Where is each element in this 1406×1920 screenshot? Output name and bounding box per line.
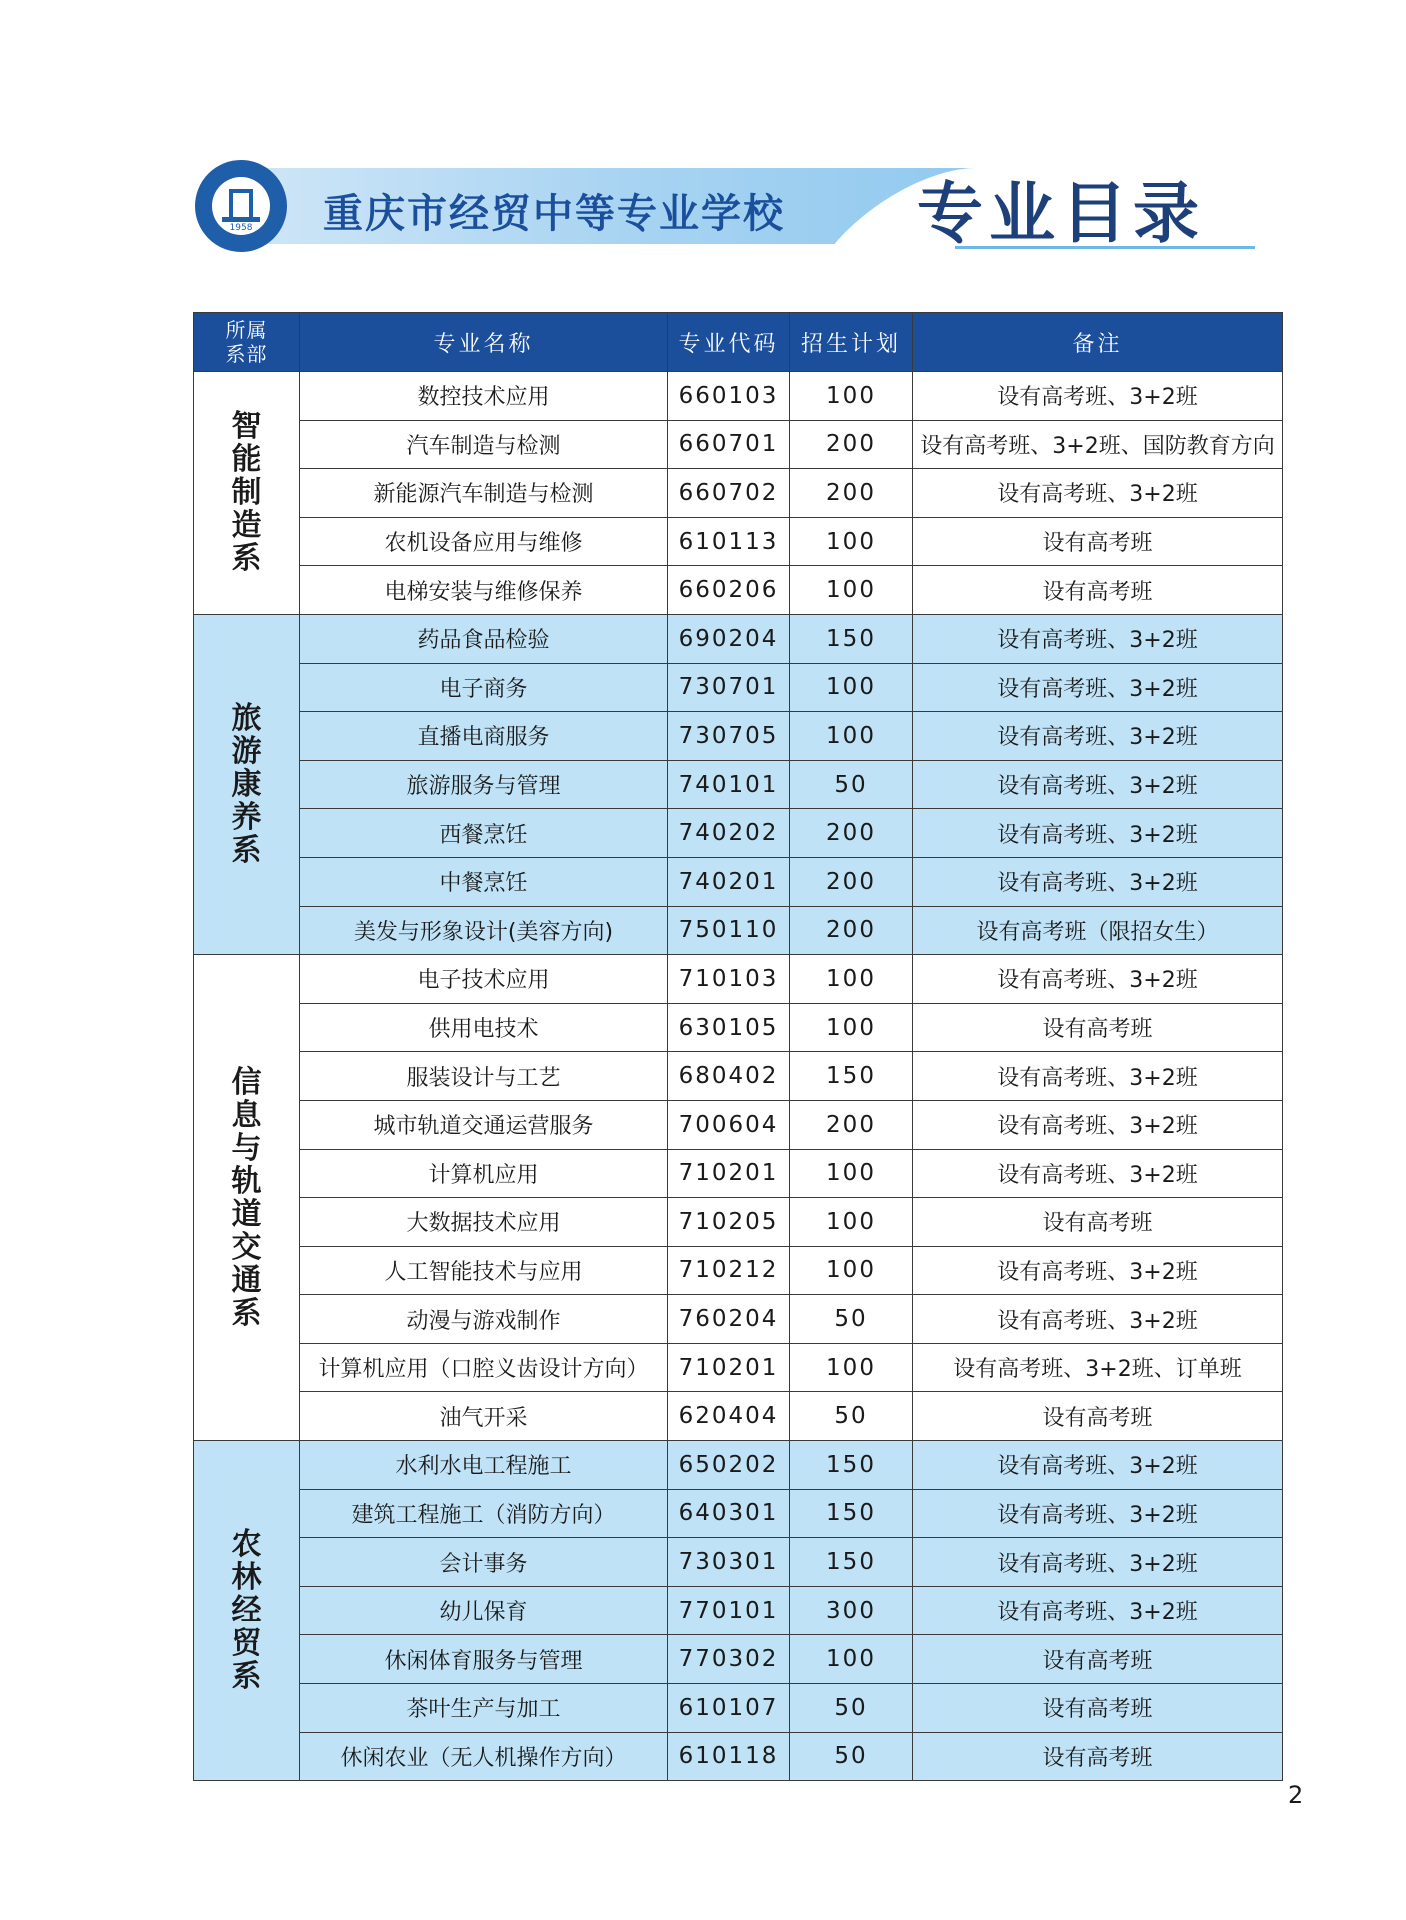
header-name: 专业名称	[300, 313, 668, 372]
program-name-cell: 新能源汽车制造与检测	[300, 469, 668, 518]
logo-year: 1958	[229, 223, 253, 233]
program-name-cell: 会计事务	[300, 1538, 668, 1587]
program-name-cell: 动漫与游戏制作	[300, 1295, 668, 1344]
program-name-cell: 城市轨道交通运营服务	[300, 1100, 668, 1149]
note-cell: 设有高考班、3+2班	[913, 1586, 1283, 1635]
enrollment-plan-cell: 100	[790, 1003, 913, 1052]
program-code-cell: 690204	[668, 614, 790, 663]
table-row	[194, 760, 1283, 809]
program-name-cell: 服装设计与工艺	[300, 1052, 668, 1101]
program-code-cell: 700604	[668, 1100, 790, 1149]
department-cell	[194, 614, 300, 954]
program-name-cell: 数控技术应用	[300, 372, 668, 421]
note-cell: 设有高考班	[913, 1635, 1283, 1684]
program-name-cell: 休闲农业（无人机操作方向）	[300, 1732, 668, 1781]
program-code-cell: 650202	[668, 1441, 790, 1490]
enrollment-plan-cell: 150	[790, 1052, 913, 1101]
program-code-cell: 660206	[668, 566, 790, 615]
table-row	[194, 1392, 1283, 1441]
program-name-cell: 建筑工程施工（消防方向）	[300, 1489, 668, 1538]
note-cell: 设有高考班、3+2班	[913, 857, 1283, 906]
table-body	[194, 372, 1283, 1781]
table-row	[194, 1489, 1283, 1538]
table-header-row	[194, 313, 1283, 372]
note-cell: 设有高考班、3+2班	[913, 372, 1283, 421]
table-row	[194, 469, 1283, 518]
program-name-cell: 茶叶生产与加工	[300, 1684, 668, 1733]
program-name-cell: 中餐烹饪	[300, 857, 668, 906]
note-cell: 设有高考班	[913, 566, 1283, 615]
table-row	[194, 1441, 1283, 1490]
department-cell	[194, 955, 300, 1441]
note-cell: 设有高考班、3+2班	[913, 1149, 1283, 1198]
program-name-cell: 旅游服务与管理	[300, 760, 668, 809]
program-name-cell: 美发与形象设计(美容方向)	[300, 906, 668, 955]
program-code-cell: 730301	[668, 1538, 790, 1587]
note-cell: 设有高考班、3+2班	[913, 760, 1283, 809]
enrollment-plan-cell: 150	[790, 1441, 913, 1490]
program-name-cell: 电子商务	[300, 663, 668, 712]
note-cell: 设有高考班、3+2班	[913, 1489, 1283, 1538]
enrollment-plan-cell: 200	[790, 809, 913, 858]
program-code-cell: 660103	[668, 372, 790, 421]
table-row	[194, 1343, 1283, 1392]
program-code-cell: 740202	[668, 809, 790, 858]
table-row	[194, 1100, 1283, 1149]
note-cell: 设有高考班（限招女生）	[913, 906, 1283, 955]
program-name-cell: 药品食品检验	[300, 614, 668, 663]
enrollment-plan-cell: 100	[790, 955, 913, 1004]
program-code-cell: 710201	[668, 1149, 790, 1198]
program-name-cell: 休闲体育服务与管理	[300, 1635, 668, 1684]
program-name-cell: 幼儿保育	[300, 1586, 668, 1635]
department-name: 旅游康养系	[231, 701, 262, 869]
program-code-cell: 640301	[668, 1489, 790, 1538]
header-dept-label: 所属 系部	[225, 318, 268, 366]
note-cell: 设有高考班、3+2班、订单班	[913, 1343, 1283, 1392]
table-row	[194, 712, 1283, 761]
program-code-cell: 770302	[668, 1635, 790, 1684]
program-name-cell: 人工智能技术与应用	[300, 1246, 668, 1295]
enrollment-plan-cell: 200	[790, 906, 913, 955]
program-code-cell: 730701	[668, 663, 790, 712]
page-title: 专业目录	[917, 175, 1205, 252]
enrollment-plan-cell: 100	[790, 1149, 913, 1198]
note-cell: 设有高考班、3+2班	[913, 809, 1283, 858]
department-cell	[194, 372, 300, 615]
department-cell	[194, 1441, 300, 1781]
table-row	[194, 566, 1283, 615]
program-code-cell: 630105	[668, 1003, 790, 1052]
table-row	[194, 809, 1283, 858]
enrollment-plan-cell: 100	[790, 1343, 913, 1392]
table-row	[194, 1586, 1283, 1635]
note-cell: 设有高考班	[913, 1198, 1283, 1247]
note-cell: 设有高考班	[913, 1003, 1283, 1052]
department-name: 农林经贸系	[231, 1527, 262, 1695]
program-code-cell: 680402	[668, 1052, 790, 1101]
enrollment-plan-cell: 100	[790, 1246, 913, 1295]
table-row	[194, 372, 1283, 421]
program-code-cell: 710201	[668, 1343, 790, 1392]
note-cell: 设有高考班、3+2班	[913, 1295, 1283, 1344]
table-row	[194, 1538, 1283, 1587]
table-row	[194, 1635, 1283, 1684]
school-name: 重庆市经贸中等专业学校	[323, 190, 785, 237]
note-cell: 设有高考班、3+2班	[913, 1538, 1283, 1587]
program-code-cell: 610107	[668, 1684, 790, 1733]
page-number: 2	[1288, 1781, 1304, 1809]
program-name-cell: 大数据技术应用	[300, 1198, 668, 1247]
program-code-cell: 730705	[668, 712, 790, 761]
program-name-cell: 汽车制造与检测	[300, 420, 668, 469]
program-name-cell: 计算机应用（口腔义齿设计方向）	[300, 1343, 668, 1392]
note-cell: 设有高考班、3+2班	[913, 1052, 1283, 1101]
program-code-cell: 760204	[668, 1295, 790, 1344]
enrollment-plan-cell: 200	[790, 857, 913, 906]
note-cell: 设有高考班	[913, 1684, 1283, 1733]
enrollment-plan-cell: 300	[790, 1586, 913, 1635]
enrollment-plan-cell: 200	[790, 469, 913, 518]
program-code-cell: 750110	[668, 906, 790, 955]
note-cell: 设有高考班	[913, 1392, 1283, 1441]
program-name-cell: 水利水电工程施工	[300, 1441, 668, 1490]
program-name-cell: 电子技术应用	[300, 955, 668, 1004]
header-plan: 招生计划	[790, 313, 913, 372]
program-code-cell: 740201	[668, 857, 790, 906]
enrollment-plan-cell: 50	[790, 1684, 913, 1733]
enrollment-plan-cell: 100	[790, 566, 913, 615]
table-row	[194, 517, 1283, 566]
enrollment-plan-cell: 100	[790, 663, 913, 712]
table-row	[194, 955, 1283, 1004]
enrollment-plan-cell: 150	[790, 1538, 913, 1587]
program-name-cell: 供用电技术	[300, 1003, 668, 1052]
note-cell: 设有高考班	[913, 1732, 1283, 1781]
enrollment-plan-cell: 150	[790, 614, 913, 663]
program-code-cell: 710205	[668, 1198, 790, 1247]
program-code-cell: 660701	[668, 420, 790, 469]
table-row	[194, 1149, 1283, 1198]
table-row	[194, 1732, 1283, 1781]
header-code: 专业代码	[668, 313, 790, 372]
enrollment-plan-cell: 50	[790, 760, 913, 809]
note-cell: 设有高考班、3+2班、国防教育方向	[913, 420, 1283, 469]
program-name-cell: 农机设备应用与维修	[300, 517, 668, 566]
program-code-cell: 610113	[668, 517, 790, 566]
table-row	[194, 1295, 1283, 1344]
department-name: 信息与轨道交通系	[231, 1064, 262, 1331]
enrollment-plan-cell: 200	[790, 420, 913, 469]
enrollment-plan-cell: 50	[790, 1732, 913, 1781]
page-header	[195, 160, 1255, 260]
enrollment-plan-cell: 100	[790, 1635, 913, 1684]
note-cell: 设有高考班、3+2班	[913, 469, 1283, 518]
note-cell: 设有高考班、3+2班	[913, 1246, 1283, 1295]
enrollment-plan-cell: 100	[790, 1198, 913, 1247]
enrollment-plan-cell: 100	[790, 372, 913, 421]
table-row	[194, 857, 1283, 906]
enrollment-plan-cell: 100	[790, 712, 913, 761]
table-row	[194, 1246, 1283, 1295]
note-cell: 设有高考班、3+2班	[913, 1441, 1283, 1490]
program-name-cell: 西餐烹饪	[300, 809, 668, 858]
table-row	[194, 614, 1283, 663]
enrollment-plan-cell: 50	[790, 1295, 913, 1344]
table-row	[194, 1003, 1283, 1052]
program-code-cell: 740101	[668, 760, 790, 809]
program-name-cell: 电梯安装与维修保养	[300, 566, 668, 615]
table-row	[194, 1198, 1283, 1247]
table-row	[194, 1052, 1283, 1101]
table-row	[194, 906, 1283, 955]
note-cell: 设有高考班、3+2班	[913, 614, 1283, 663]
program-code-cell: 710212	[668, 1246, 790, 1295]
enrollment-plan-cell: 200	[790, 1100, 913, 1149]
school-logo-icon	[195, 160, 287, 252]
program-catalog-table	[193, 312, 1282, 1781]
note-cell: 设有高考班、3+2班	[913, 712, 1283, 761]
note-cell: 设有高考班	[913, 517, 1283, 566]
note-cell: 设有高考班、3+2班	[913, 663, 1283, 712]
department-name: 智能制造系	[231, 409, 262, 577]
program-code-cell: 610118	[668, 1732, 790, 1781]
header-dept	[194, 313, 300, 372]
program-name-cell: 计算机应用	[300, 1149, 668, 1198]
table-row	[194, 663, 1283, 712]
enrollment-plan-cell: 100	[790, 517, 913, 566]
enrollment-plan-cell: 150	[790, 1489, 913, 1538]
program-name-cell: 直播电商服务	[300, 712, 668, 761]
table-row	[194, 420, 1283, 469]
note-cell: 设有高考班、3+2班	[913, 1100, 1283, 1149]
program-code-cell: 770101	[668, 1586, 790, 1635]
program-code-cell: 620404	[668, 1392, 790, 1441]
program-name-cell: 油气开采	[300, 1392, 668, 1441]
program-code-cell: 660702	[668, 469, 790, 518]
table-row	[194, 1684, 1283, 1733]
program-code-cell: 710103	[668, 955, 790, 1004]
header-note: 备注	[913, 313, 1283, 372]
enrollment-plan-cell: 50	[790, 1392, 913, 1441]
note-cell: 设有高考班、3+2班	[913, 955, 1283, 1004]
